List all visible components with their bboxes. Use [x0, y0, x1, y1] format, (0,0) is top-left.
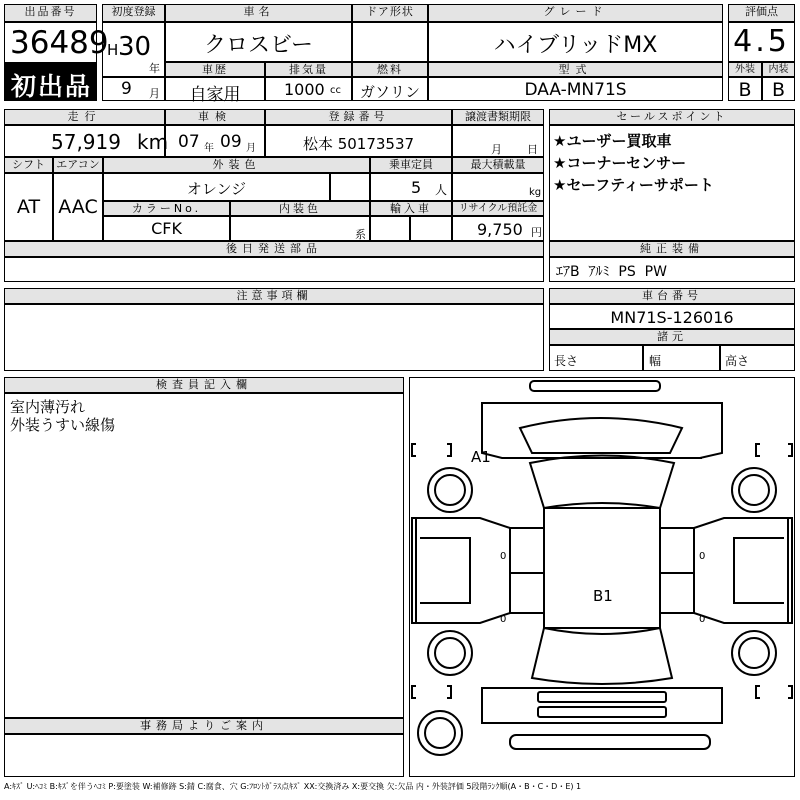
score-cell	[728, 22, 795, 62]
import-label: 輸入車	[370, 201, 452, 216]
office-label: 事務局よりご案内	[4, 718, 404, 734]
sales-point-item: ★コーナーセンサー	[553, 154, 687, 172]
car-name-value: クロスビー	[203, 33, 314, 58]
registration-value: 松本 50173537	[302, 135, 415, 153]
grade-label: グレード	[428, 4, 723, 22]
first-reg-month-cell	[102, 77, 165, 101]
length-label: 長さ	[554, 354, 579, 368]
length-cell	[549, 345, 643, 371]
width-cell	[643, 345, 720, 371]
inspector-note: 室内薄汚れ	[10, 398, 86, 416]
capacity-cell	[370, 173, 452, 201]
lot-number-cell	[4, 22, 109, 63]
max-load-unit: kg	[529, 187, 542, 198]
inspection-label: 車検	[165, 109, 265, 125]
score-label: 評価点	[728, 4, 795, 22]
diagram-zero: 0	[699, 551, 706, 562]
diagram-zero: 0	[500, 614, 507, 625]
inspector-cell	[4, 393, 404, 718]
recycle-cell	[452, 216, 544, 241]
interior-color-cell	[230, 216, 370, 241]
max-load-cell	[452, 173, 544, 201]
inspection-year: 07	[178, 132, 200, 152]
exterior-color-value: オレンジ	[186, 180, 247, 198]
damage-mark: B1	[593, 587, 613, 605]
displacement-value: 1000	[284, 80, 325, 99]
score-value: 4.5	[733, 24, 790, 59]
inspection-cell	[165, 125, 265, 157]
car-diagram	[409, 377, 795, 777]
recycle-value: 9,750	[477, 220, 523, 239]
diagram-zero: 0	[500, 551, 507, 562]
office-cell	[4, 734, 404, 777]
chassis-label: 車台番号	[549, 288, 795, 304]
first-listing-badge	[4, 63, 97, 101]
color-no-label: カラーNo.	[103, 201, 230, 216]
displacement-unit: cc	[330, 85, 341, 96]
inspection-year-unit: 年	[204, 143, 214, 154]
legend-text: A:ｷｽﾞ U:ﾍｺﾐ B:ｷｽﾞを伴うﾍｺﾐ P:要塗装 W:補修跡 S:錆 C:腐食、穴 G:ﾌﾛﾝﾄｶﾞﾗｽ点ｷｽﾞ XX:交換済み X:要交換 欠:欠品 内・外装評価 5段階ﾗﾝｸ順(A・B・C・D・E) 1	[4, 782, 582, 791]
door-label: ドア形状	[352, 4, 428, 22]
transfer-cell	[452, 125, 544, 157]
sales-points-cell	[549, 125, 795, 241]
displacement-label: 排気量	[265, 62, 352, 77]
color-no-cell	[103, 216, 230, 241]
lot-number: 36489	[10, 25, 109, 61]
inspector-label: 検査員記入欄	[4, 377, 404, 393]
sales-points-label: セールスポイント	[549, 109, 795, 125]
exterior-color-label: 外装色	[103, 157, 370, 173]
aircon-value: AAC	[58, 196, 98, 218]
mileage-cell	[4, 125, 169, 157]
car-name-label: 車名	[165, 4, 352, 22]
recycle-unit: 円	[531, 226, 542, 239]
notes-cell	[4, 304, 544, 371]
first-reg-year: 30	[118, 32, 152, 62]
first-reg-year-unit: 年	[149, 62, 160, 75]
history-value: 自家用	[189, 85, 241, 105]
height-cell	[720, 345, 795, 371]
sales-point-item: ★セーフティーサポート	[553, 176, 714, 194]
equipment-label: 純正装備	[549, 241, 795, 257]
model-value: DAA-MN71S	[524, 80, 627, 100]
registration-cell	[265, 125, 452, 157]
mileage-value: 57,919	[51, 130, 121, 154]
mileage-label: 走行	[4, 109, 165, 125]
capacity-value: 5	[411, 178, 422, 197]
transfer-label: 譲渡書類期限	[452, 109, 544, 125]
grade-value: ハイブリッドMX	[493, 33, 658, 58]
fuel-label: 燃料	[352, 62, 428, 77]
max-load-label: 最大積載量	[452, 157, 544, 173]
equipment-value: ｴｱB ｱﾙﾐ PS PW	[556, 264, 667, 280]
door-cell	[352, 22, 428, 62]
equipment-cell	[549, 257, 795, 282]
model-cell	[428, 77, 723, 101]
first-reg-month-unit: 月	[149, 87, 160, 100]
diagram-zero: 0	[699, 614, 706, 625]
import-cell-a	[370, 216, 410, 241]
fuel-value: ガソリン	[359, 83, 420, 101]
aircon-label: エアコン	[53, 157, 103, 173]
registration-label: 登録番号	[265, 109, 452, 125]
shift-cell	[4, 173, 53, 241]
grade-cell	[428, 22, 723, 62]
transfer-day-unit: 日	[527, 143, 538, 156]
height-label: 高さ	[725, 354, 750, 368]
history-cell	[165, 77, 265, 105]
recycle-label: リサイクル預託金	[452, 201, 544, 216]
int-score-value: B	[771, 79, 786, 101]
first-reg-year-cell	[102, 22, 165, 77]
shift-label: シフト	[4, 157, 53, 173]
ext-score-label: 外装	[728, 62, 762, 77]
transfer-month-unit: 月	[491, 143, 502, 156]
notes-label: 注意事項欄	[4, 288, 544, 304]
int-score-label: 内装	[762, 62, 795, 77]
first-reg-month: 9	[121, 79, 132, 99]
sales-point-item: ★ユーザー買取車	[553, 132, 672, 150]
fuel-cell	[352, 77, 428, 101]
inspection-month: 09	[220, 132, 242, 152]
car-name-cell	[165, 22, 352, 62]
dimensions-label: 諸元	[549, 329, 795, 345]
chassis-cell	[549, 304, 795, 329]
inspector-note: 外装うすい線傷	[10, 416, 116, 434]
lot-label: 出品番号	[4, 4, 97, 22]
first-reg-era: H	[107, 41, 119, 59]
shift-value: AT	[16, 196, 41, 218]
capacity-label: 乗車定員	[370, 157, 452, 173]
exterior-color-cell	[103, 173, 330, 201]
capacity-unit: 人	[435, 183, 448, 197]
inspection-month-unit: 月	[246, 143, 256, 154]
interior-color-unit: 系	[355, 228, 366, 241]
model-label: 型式	[428, 62, 723, 77]
aircon-cell	[53, 173, 103, 241]
first-listing-text: 初出品	[11, 72, 93, 101]
history-label: 車歴	[165, 62, 265, 77]
ext-score-value: B	[738, 79, 752, 101]
displacement-cell	[265, 77, 352, 101]
exterior-color-extra-cell	[330, 173, 370, 201]
ext-score-cell	[728, 77, 762, 101]
int-score-cell	[762, 77, 795, 101]
first-reg-label: 初度登録	[102, 4, 165, 22]
interior-color-label: 内装色	[230, 201, 370, 216]
mileage-unit: km	[137, 130, 169, 154]
damage-mark: A1	[471, 448, 491, 466]
color-no-value: CFK	[151, 219, 182, 238]
parts-cell	[4, 257, 544, 282]
chassis-value: MN71S-126016	[610, 308, 734, 327]
import-cell-b	[410, 216, 452, 241]
car-outline-drawing	[410, 378, 794, 776]
width-label: 幅	[649, 354, 662, 368]
parts-label: 後日発送部品	[4, 241, 544, 257]
